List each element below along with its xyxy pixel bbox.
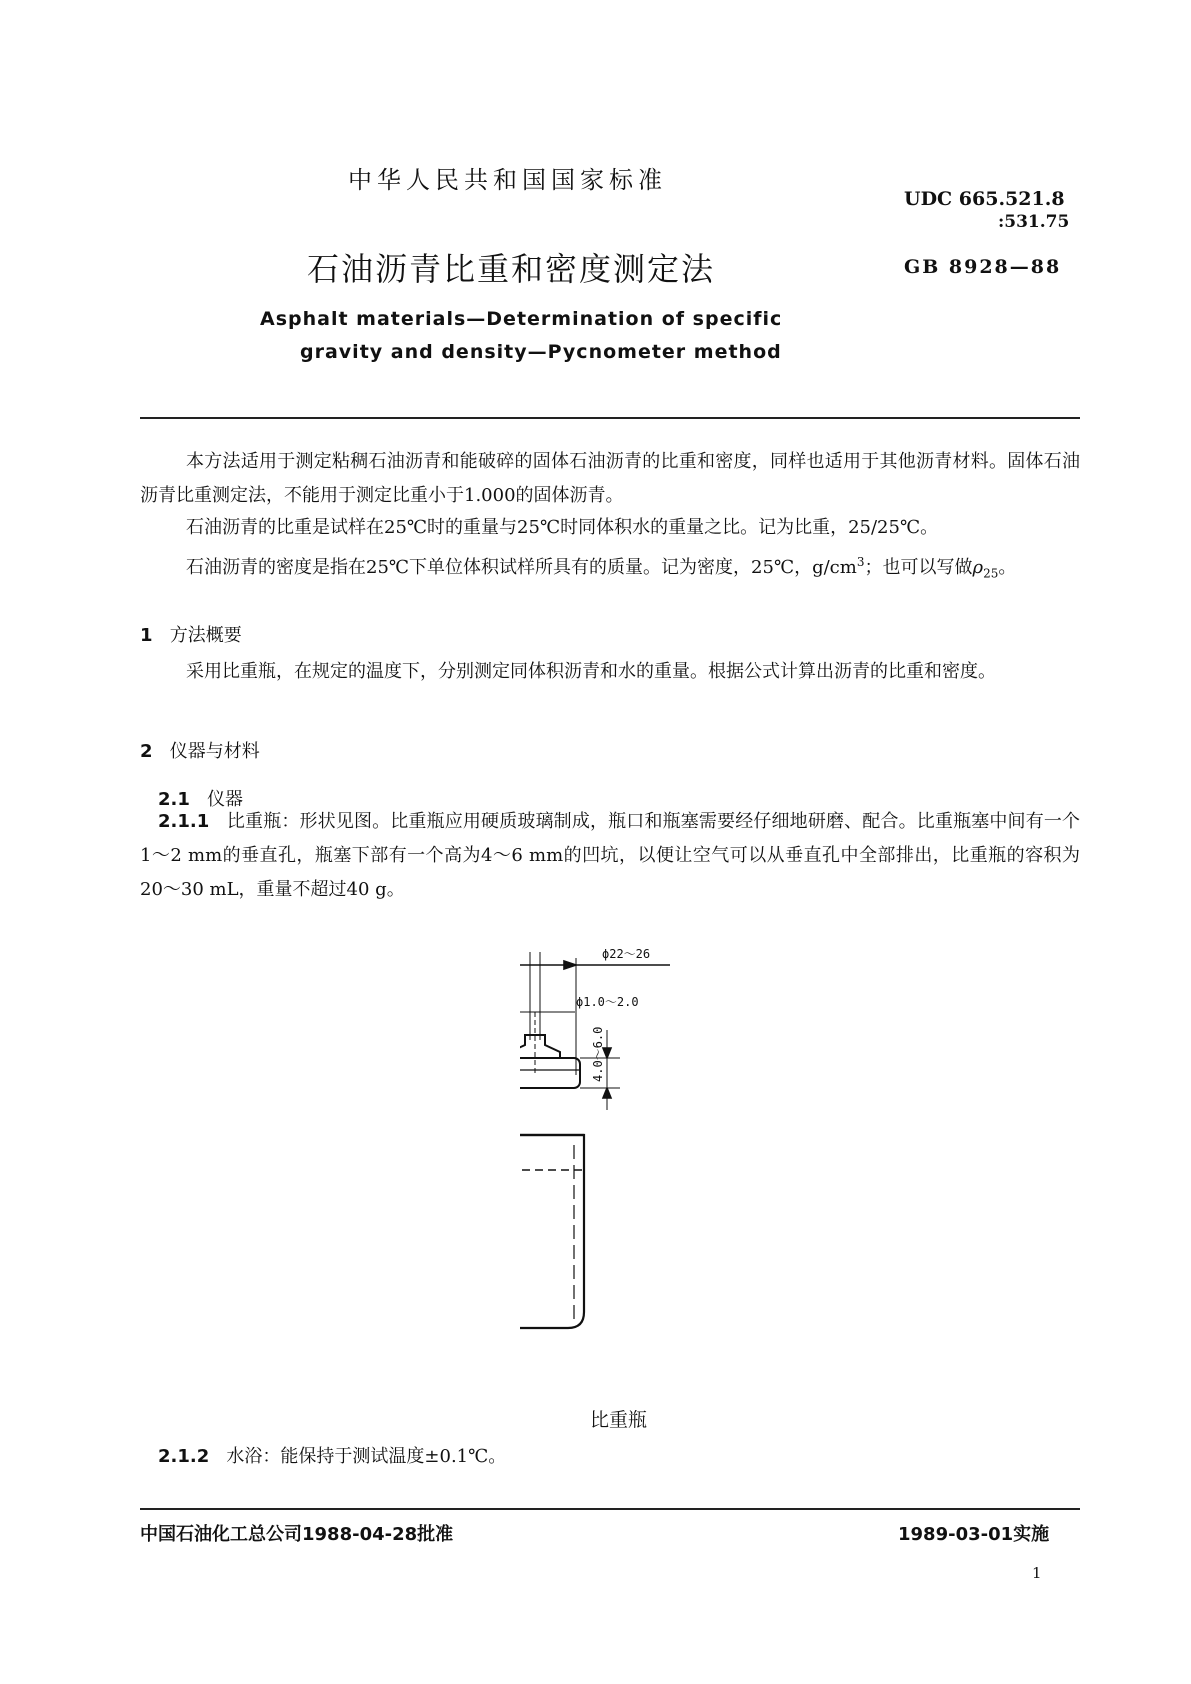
item-2-1-1-text: 比重瓶：形状见图。比重瓶应用硬质玻璃制成，瓶口和瓶塞需要经仔细地研磨、配合。比重瓶塞中间有一个1～2 mm的垂直孔，瓶塞下部有一个高为4～6 mm的凹坑，以便让空气可以从垂直孔中全部排出，比重瓶的容积为20～30 mL，重量不超过40 g。 <box>140 811 1080 900</box>
section-2-title: 仪器与材料 <box>169 741 260 762</box>
density-text-end: 。 <box>998 557 1017 578</box>
intro-paragraph-scope: 本方法适用于测定粘稠石油沥青和能破碎的固体石油沥青的比重和密度，同样也适用于其他沥青材料。固体石油沥青比重测定法，不能用于测定比重小于1.000的固体沥青。 <box>140 451 1080 506</box>
outer-diameter-arrow-right <box>564 961 576 969</box>
section-1-heading <box>140 621 242 647</box>
udc-code: UDC 665.521.8 <box>904 188 1065 210</box>
section-2-number: 2 <box>140 741 153 762</box>
section-1-number: 1 <box>140 625 153 646</box>
density-symbol: ρ <box>972 557 984 578</box>
english-title-line2: gravity and density—Pycnometer method <box>300 341 782 363</box>
hole-diameter-label: ϕ1.0～2.0 <box>576 995 639 1009</box>
item-2-1-2-text: 水浴：能保持于测试温度±0.1℃。 <box>226 1446 507 1467</box>
page-number: 1 <box>1032 1564 1042 1582</box>
standard-country-heading: 中华人民共和国国家标准 <box>348 166 667 194</box>
section-1-text: 采用比重瓶，在规定的温度下，分别测定同体积沥青和水的重量。根据公式计算出沥青的比重和密度。 <box>186 661 996 682</box>
item-2-1-1-paragraph <box>140 805 1080 907</box>
intro-paragraph-specific-gravity: 石油沥青的比重是试样在25℃时的重量与25℃时同体积水的重量之比。记为比重，25/25℃。 <box>186 517 939 538</box>
density-text-a: 石油沥青的密度是指在25℃下单位体积试样所具有的质量。记为密度，25℃，g/cm <box>186 557 857 578</box>
section-1-title: 方法概要 <box>169 625 242 646</box>
intro-paragraph-density <box>140 545 1080 591</box>
approval-date: 中国石油化工总公司1988-04-28批准 <box>140 1524 454 1545</box>
figure-caption: 比重瓶 <box>590 1409 648 1431</box>
footer-divider <box>140 1508 1080 1510</box>
subsection-2-1-number: 2.1 <box>158 789 190 810</box>
density-text-b: ；也可以写做 <box>864 557 973 578</box>
document-title: 石油沥青比重和密度测定法 <box>307 250 716 288</box>
section-2-heading <box>140 737 260 763</box>
item-2-1-2-paragraph <box>158 1442 506 1468</box>
subsection-2-1-title: 仪器 <box>207 789 244 810</box>
outer-diameter-label: ϕ22～26 <box>602 947 651 961</box>
item-2-1-2-number: 2.1.2 <box>158 1446 210 1467</box>
density-unit-exponent: 3 <box>856 555 865 569</box>
density-symbol-subscript: 25 <box>983 566 999 581</box>
implementation-date: 1989-03-01实施 <box>898 1524 1050 1545</box>
pycnometer-figure <box>520 940 780 1340</box>
header-divider <box>140 417 1080 419</box>
gb-standard-number: GB 8928—88 <box>904 256 1062 278</box>
udc-code-continued: :531.75 <box>998 212 1070 232</box>
item-2-1-1-number: 2.1.1 <box>158 811 210 832</box>
recess-height-label: 4.0～6.0 <box>591 1026 605 1082</box>
english-title-line1: Asphalt materials—Determination of specific <box>260 308 783 330</box>
stopper-body <box>520 1058 580 1088</box>
height-arrow-bottom <box>603 1088 611 1098</box>
